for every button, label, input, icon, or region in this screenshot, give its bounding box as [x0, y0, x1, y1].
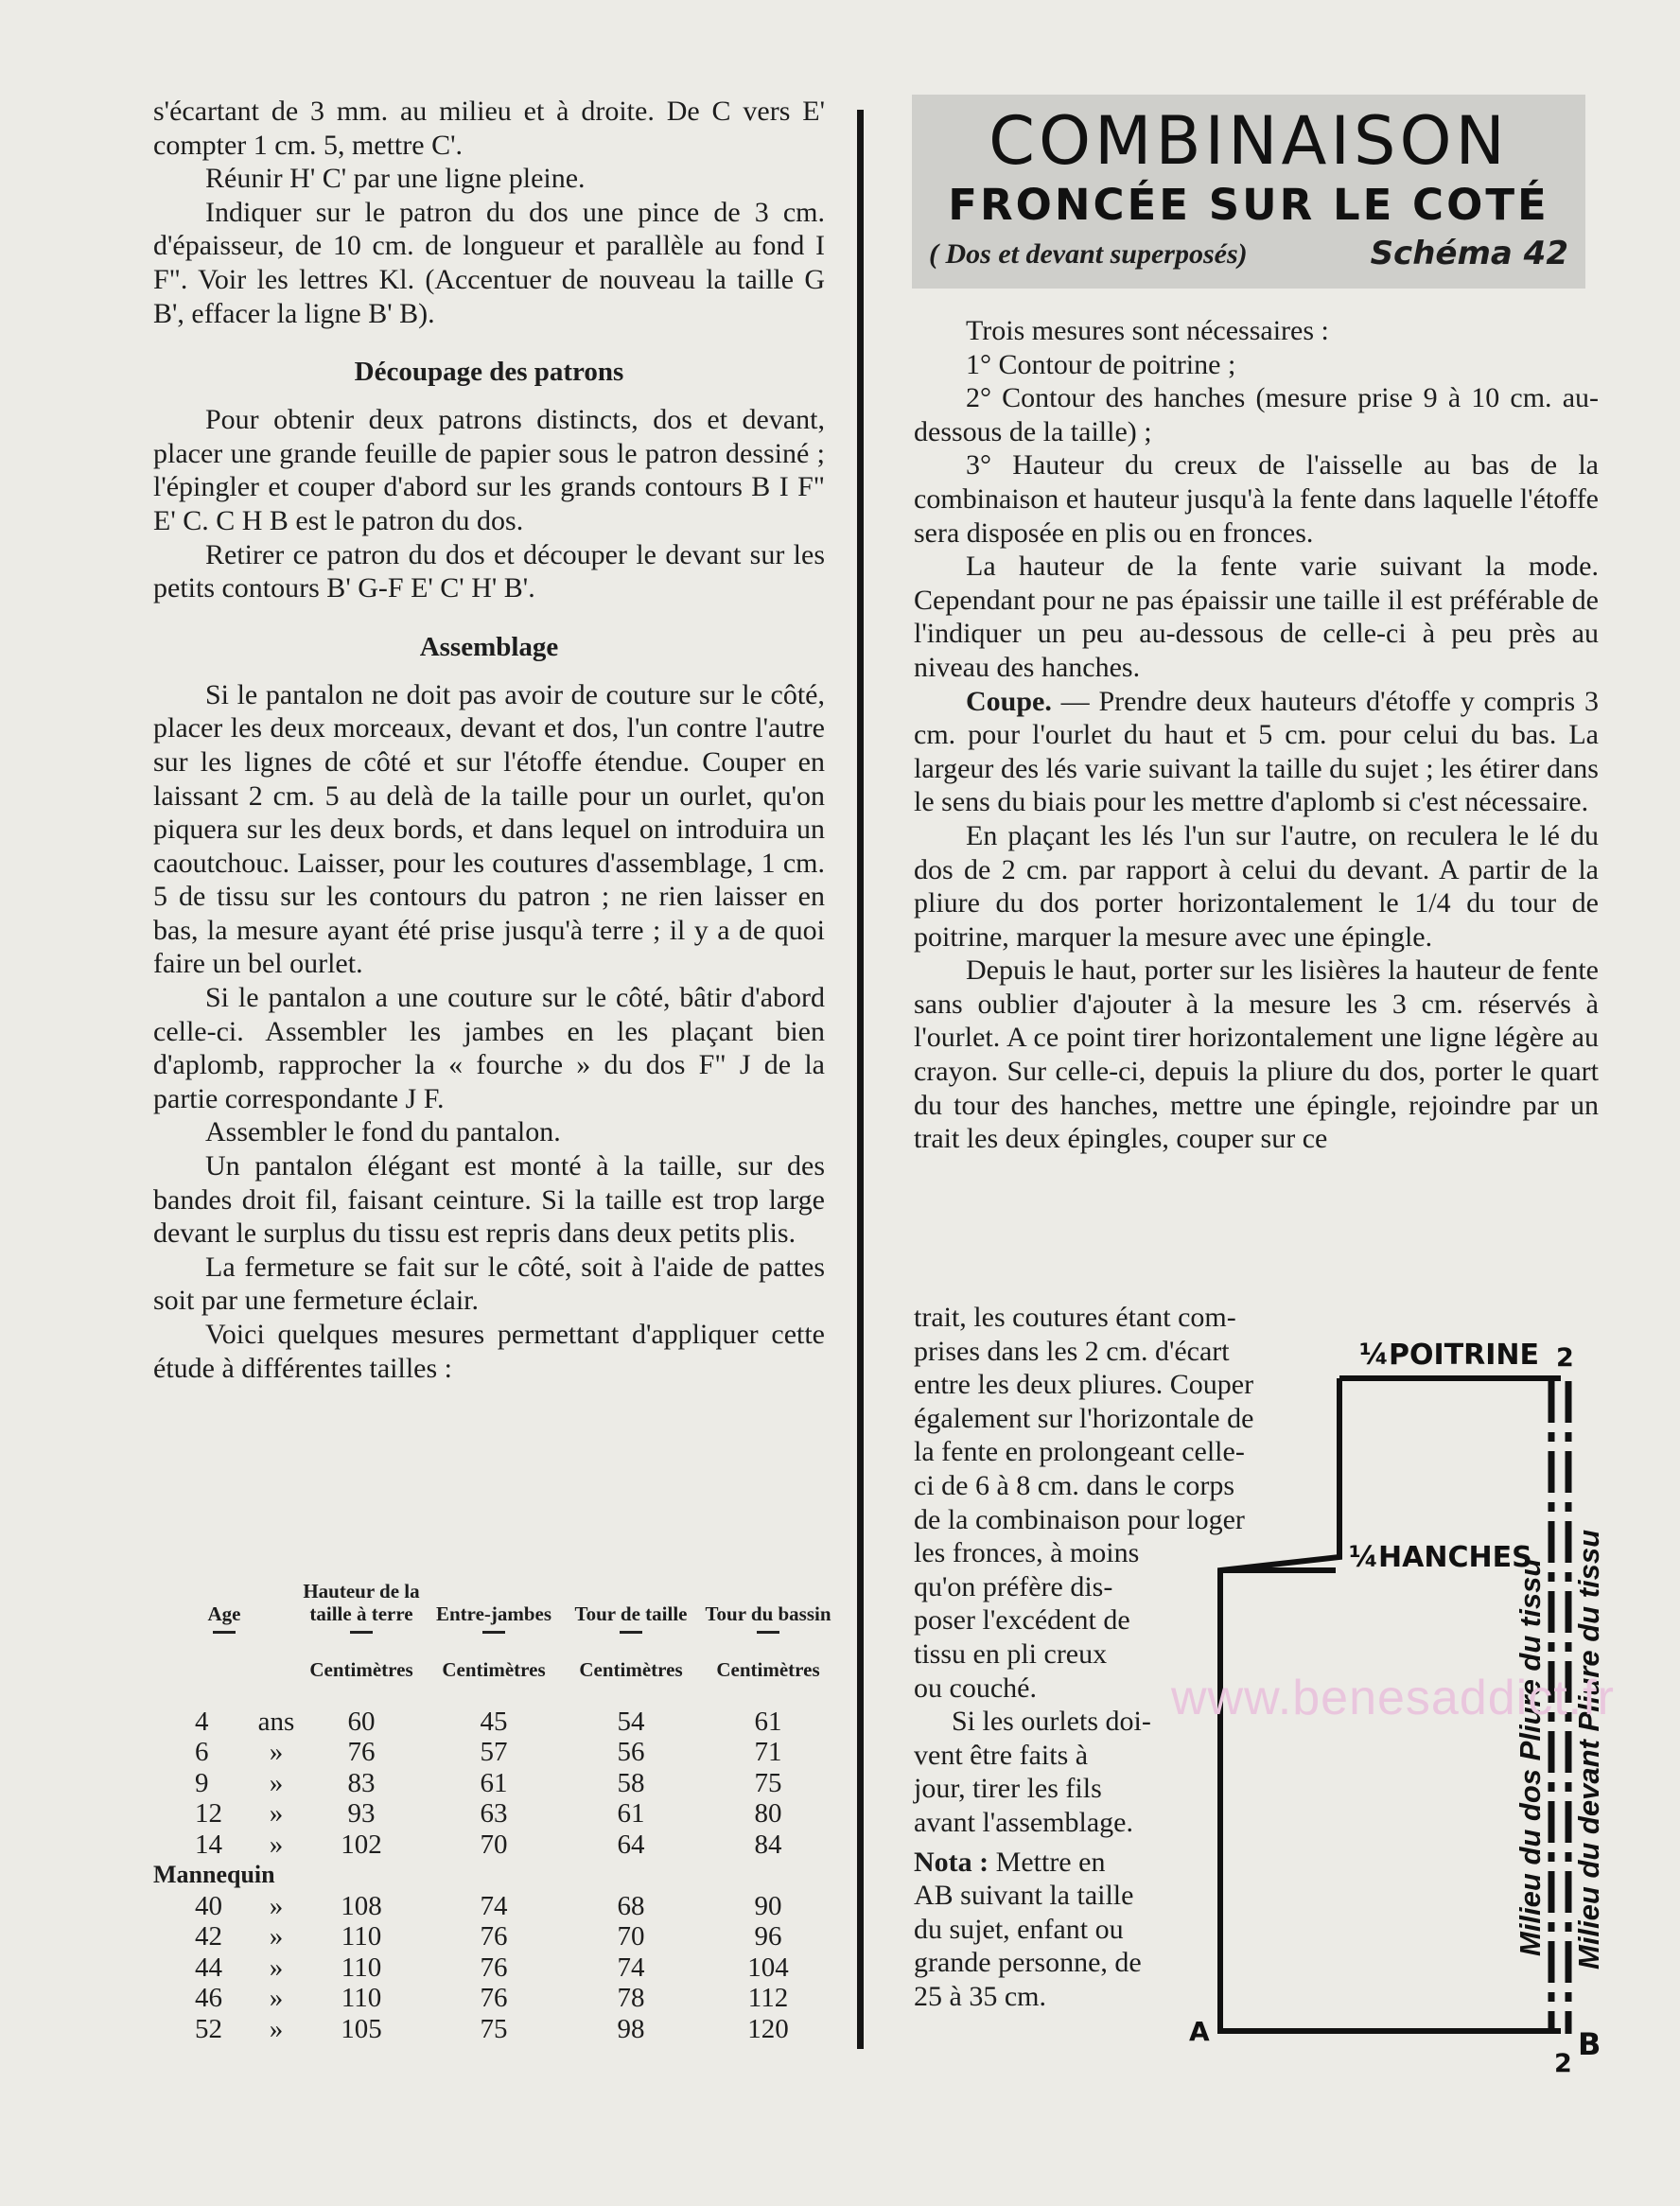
table-cell: 42	[195, 1921, 222, 1952]
fold-number-top: 2	[1556, 1343, 1574, 1373]
title-box	[912, 95, 1585, 289]
text-line: la fente en prolongeant celle-	[914, 1436, 1245, 1468]
text-line: ci de 6 à 8 cm. dans le corps	[914, 1469, 1235, 1501]
table-cell: 45	[480, 1706, 508, 1737]
text-line: avant l'assemblage.	[914, 1806, 1133, 1838]
text-line: les fronces, à moins	[914, 1537, 1140, 1569]
table-cell: »	[269, 2013, 284, 2044]
table-row	[153, 1891, 834, 1922]
label-poitrine: ¼POITRINE	[1359, 1339, 1540, 1372]
column-divider	[857, 110, 864, 2049]
table-cell: 78	[617, 1983, 645, 2013]
unit-label: Centimètres	[716, 1658, 820, 1681]
text-line: de la combinaison pour loger	[914, 1503, 1245, 1535]
point-a: A	[1189, 2016, 1210, 2047]
text-line: ou couché.	[914, 1672, 1037, 1704]
paragraph: 2° Contour des hanches (mesure prise 9 à 10 cm. au-dessous de la taille) ;	[914, 382, 1599, 447]
table-cell: 96	[754, 1921, 782, 1952]
right-column	[914, 314, 1599, 1156]
text-line: prises dans les 2 cm. d'écart	[914, 1335, 1230, 1367]
label-hanches: ¼HANCHES	[1349, 1541, 1532, 1574]
paragraph: Coupe. — Prendre deux hauteurs d'étoffe y compris 3 cm. pour l'ourlet du haut et 5 cm. pour celui du bas. La largeur des lés varie suivant la taille du sujet ; les étirer dans le sens du biais pour les mettre d'aplomb si c'est nécessaire.	[914, 685, 1599, 818]
paragraph: Trois mesures sont nécessaires :	[966, 315, 1329, 346]
nota-paragraph: Nota : Mettre en AB suivant la taille du sujet, enfant ou grande personne, de 25 à 35 cm.	[914, 1846, 1142, 2012]
paragraph: Pour obtenir deux patrons distincts, dos et devant, placer une grande feuille de papier sous le patron dessiné ; l'épingler et couper d'abord sur les grands contours B I F" E' C. C H B est le patron du dos.	[153, 404, 825, 536]
table-cell: »	[269, 1767, 284, 1798]
paragraph: 3° Hauteur du creux de l'aisselle au bas de la combinaison et hauteur jusqu'à la fente dans laquelle l'étoffe sera disposée en plis ou en fronces.	[914, 449, 1599, 549]
table-row	[153, 1830, 834, 1861]
table-row	[153, 1860, 834, 1891]
table-cell: 75	[480, 2013, 508, 2044]
mannequin-rows	[153, 1891, 834, 2045]
table-cell: »	[269, 1798, 284, 1829]
text-line: jour, tirer les fils	[914, 1773, 1102, 1805]
table-cell: 63	[480, 1798, 508, 1829]
paragraph: Un pantalon élégant est monté à la taille, sur des bandes droit fil, faisant ceinture. Si la taille est trop large devant le surplus du tissu est repris dans deux petits plis.	[153, 1150, 825, 1250]
table-cell: 84	[754, 1829, 782, 1860]
paragraph: s'écartant de 3 mm. au milieu et à droite. De C vers E' compter 1 cm. 5, mettre C'.	[153, 96, 825, 161]
table-cell: 80	[754, 1798, 782, 1829]
table-cell: 9	[195, 1767, 209, 1798]
table-cell: 56	[617, 1737, 645, 1767]
paragraph: Si le pantalon a une couture sur le côté, bâtir d'abord celle-ci. Assembler les jambes en les plaçant bien d'aplomb, rapprocher la « fourche » du dos F" J de la partie correspondante J F.	[153, 982, 825, 1114]
table-cell: 71	[754, 1737, 782, 1767]
article-subtitle: FRONCÉE SUR LE COTÉ	[948, 180, 1549, 230]
paragraph: Voici quelques mesures permettant d'appliquer cette étude à différentes tailles :	[153, 1319, 825, 1384]
paragraph: Si le pantalon ne doit pas avoir de couture sur le côté, placer les deux morceaux, devant et dos, l'un contre l'autre sur les lignes de côté et sur l'étoffe étendue. Couper en laissant 2 cm. 5 au delà de la taille pour un ourlet, qu'on piquera sur les deux bords, et dans lequel on introduira un caoutchouc. Laisser, pour les coutures d'assemblage, 1 cm. 5 de tissu sur les contours du patron ; ne rien laisser en bas, la mesure ayant été prise jusqu'à terre ; il y a de quoi faire un bel ourlet.	[153, 678, 825, 980]
table-cell: 90	[754, 1890, 782, 1921]
table-cell: 83	[347, 1767, 376, 1798]
text-line: vent être faits à	[914, 1739, 1089, 1771]
table-row	[153, 1983, 834, 2014]
table-cell: 46	[195, 1983, 222, 2013]
table-cell: 6	[195, 1737, 209, 1767]
label-milieu-dos: Milieu du dos Pliure du tissu	[1514, 1558, 1547, 1956]
paragraph: Réunir H' C' par une ligne pleine.	[205, 163, 586, 195]
table-cell: 104	[747, 1952, 789, 1983]
text-line: trait, les coutures étant com-	[914, 1302, 1236, 1333]
paragraph: La fermeture se fait sur le côté, soit à l'aide de pattes soit par une fermeture éclair.	[153, 1251, 825, 1317]
paragraph: En plaçant les lés l'un sur l'autre, on reculera le lé du dos de 2 cm. par rapport à celui du devant. A partir de la pliure du dos porter horizontalement le 1/4 du tour de poitrine, marquer la mesure avec une épingle.	[914, 819, 1599, 953]
wrapped-text	[914, 1301, 1254, 2013]
continuation-paragraphs	[153, 95, 825, 330]
table-cell: 76	[480, 1983, 508, 2013]
table-cell: 112	[747, 1983, 789, 2013]
table-cell: 61	[480, 1767, 508, 1798]
table-cell: ans	[257, 1706, 295, 1737]
watermark: www.benesaddict.fr	[1171, 1671, 1615, 1725]
table-row	[153, 1707, 834, 1738]
left-column	[153, 95, 825, 1385]
column-header: Age	[153, 1580, 295, 1634]
table-cell: »	[269, 1983, 284, 2013]
table-cell: 61	[754, 1706, 782, 1737]
table-cell: 74	[617, 1952, 645, 1983]
table-cell: »	[269, 1737, 284, 1767]
table-cell: 102	[341, 1829, 382, 1860]
nota-lead: Nota :	[914, 1846, 989, 1878]
table-cell: 76	[480, 1952, 508, 1983]
table-cell: 120	[747, 2013, 789, 2044]
schema-number: Schéma 42	[1370, 235, 1568, 272]
table-row	[153, 1768, 834, 1799]
table-cell: 76	[347, 1737, 376, 1767]
table-cell: 105	[341, 2013, 382, 2044]
table-cell: 70	[617, 1921, 645, 1952]
table-cell: 70	[480, 1829, 508, 1860]
table-row	[153, 2014, 834, 2045]
text-line: également sur l'horizontale de	[914, 1402, 1254, 1434]
point-b: B	[1578, 2026, 1601, 2062]
table-cell: 40	[195, 1890, 222, 1921]
measurements-table	[153, 1580, 834, 2044]
table-cell: 58	[617, 1767, 645, 1798]
table-cell: 52	[195, 2013, 222, 2044]
table-cell: 61	[617, 1798, 645, 1829]
unit-label: Centimètres	[309, 1658, 413, 1681]
column-header: Hauteur de la taille à terre	[295, 1580, 428, 1634]
text-line: poser l'excédent de	[914, 1604, 1130, 1637]
table-cell: 76	[480, 1921, 508, 1952]
table-cell: 108	[341, 1890, 382, 1921]
paragraph: Indiquer sur le patron du dos une pince de 3 cm. d'épaisseur, de 10 cm. de longueur et parallèle au fond I F". Voir les lettres Kl. (Accentuer de nouveau la taille G B', effacer la ligne B' B).	[153, 196, 825, 329]
table-cell: 68	[617, 1890, 645, 1921]
table-cell: 4	[195, 1706, 209, 1737]
units-row	[153, 1634, 834, 1707]
table-row	[153, 1798, 834, 1830]
section-heading-assemblage: Assemblage	[419, 631, 559, 662]
table-row	[153, 1952, 834, 1984]
table-cell: 14	[195, 1829, 222, 1860]
article-title: COMBINAISON	[989, 102, 1509, 180]
unit-label: Centimètres	[442, 1658, 546, 1681]
text-line: tissu en pli creux	[914, 1637, 1108, 1670]
title-note: ( Dos et devant superposés)	[929, 238, 1248, 270]
paragraph: Retirer ce patron du dos et découper le devant sur les petits contours B' G-F E' C' H' B'.	[153, 538, 825, 604]
unit-label: Centimètres	[579, 1658, 683, 1681]
table-cell: »	[269, 1921, 284, 1952]
table-header-row	[153, 1580, 834, 1634]
section-heading-decoupage: Découpage des patrons	[354, 357, 624, 388]
table-cell: »	[269, 1829, 284, 1860]
children-rows	[153, 1707, 834, 1861]
text-line: Si les ourlets doi-	[952, 1706, 1151, 1738]
paragraph: Depuis le haut, porter sur les lisières la hauteur de fente sans oublier d'ajouter à la mesure les 3 cm. réservés à l'ourlet. A ce point tirer horizontalement une ligne légère au crayon. Sur celle-ci, depuis la pliure du dos, porter le quart du tour des hanches, mettre une épingle, rejoindre par un trait les deux épingles, couper sur ce	[914, 954, 1599, 1155]
table-cell: 74	[480, 1890, 508, 1921]
column-header: Entre-jambes	[428, 1580, 560, 1634]
table-cell: »	[269, 1952, 284, 1983]
table-cell: 75	[754, 1767, 782, 1798]
fold-number-bottom: 2	[1554, 2049, 1572, 2078]
text-line: entre les deux pliures. Couper	[914, 1369, 1254, 1401]
table-row	[153, 1737, 834, 1768]
table-cell: 57	[480, 1737, 508, 1767]
table-cell: 12	[195, 1798, 222, 1829]
label-milieu-devant: Milieu du devant Pliure du tissu	[1572, 1529, 1605, 1970]
table-cell: 54	[617, 1706, 645, 1737]
group-label: Mannequin	[153, 1861, 275, 1888]
table-cell: 93	[347, 1798, 376, 1829]
wrapped-lines	[914, 1301, 1254, 1840]
table-cell: 64	[617, 1829, 645, 1860]
text-line: qu'on préfère dis-	[914, 1570, 1113, 1602]
table-cell: 110	[341, 1952, 382, 1983]
paragraph-lead: Coupe.	[966, 685, 1052, 717]
table-cell: »	[269, 1890, 284, 1921]
column-header: Tour du bassin	[702, 1580, 834, 1634]
paragraph: La hauteur de la fente varie suivant la mode. Cependant pour ne pas épaissir une taille il est préférable de l'indiquer un peu au-dessous de celle-ci à peu près au niveau des hanches.	[914, 551, 1599, 683]
paragraph: Assembler le fond du pantalon.	[205, 1116, 561, 1148]
table-cell: 110	[341, 1921, 382, 1952]
table-row	[153, 1921, 834, 1952]
table-cell: 98	[617, 2013, 645, 2044]
table-cell: 60	[347, 1706, 376, 1737]
table-cell: 110	[341, 1983, 382, 2013]
column-header: Tour de taille	[560, 1580, 702, 1634]
paragraph: 1° Contour de poitrine ;	[966, 348, 1236, 380]
table-cell: 44	[195, 1952, 222, 1983]
